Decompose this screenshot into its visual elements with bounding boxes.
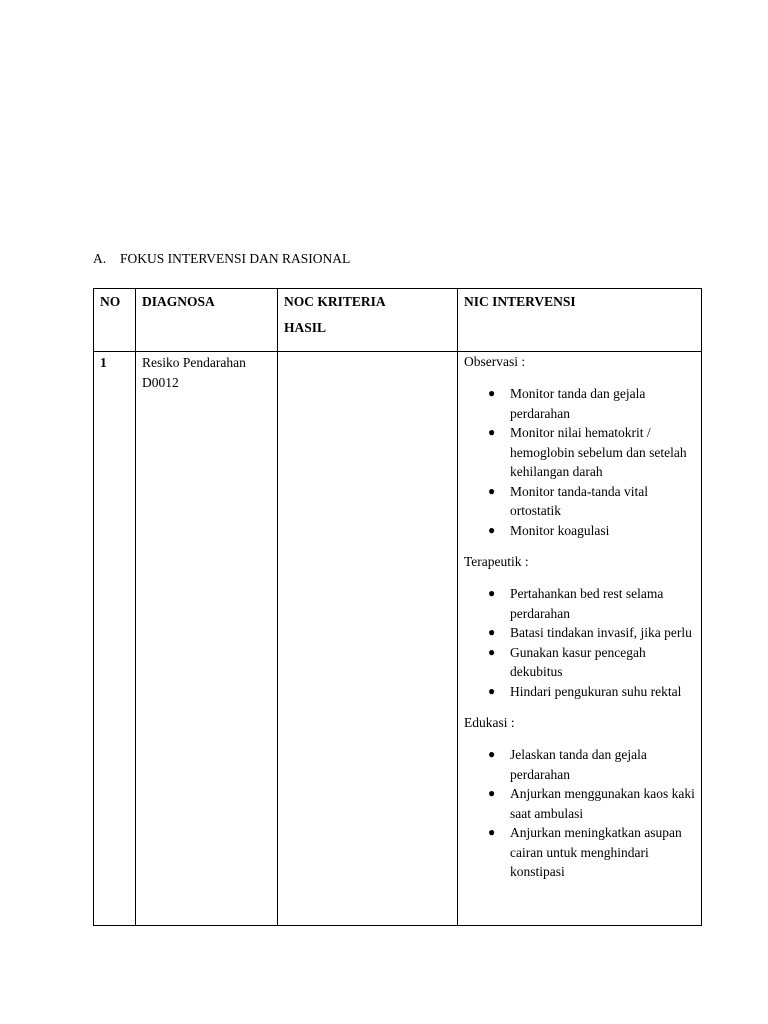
list-item: ● Monitor tanda-tanda vital ortostatik: [488, 483, 648, 518]
list-item: ● Batasi tindakan invasif, jika perlu: [510, 623, 701, 643]
list-item: ● Monitor tanda dan gejala perdarahan: [488, 386, 646, 421]
cell-no: [94, 352, 136, 926]
terapeutik-list: [464, 584, 701, 701]
observasi-label: Observasi :: [464, 354, 526, 369]
bullet-icon: ●: [488, 786, 496, 800]
list-item: ● Monitor koagulasi: [510, 521, 701, 541]
intervention-table: [93, 288, 702, 926]
list-item: ● Anjurkan menggunakan kaos kaki saat ambulasi: [488, 786, 695, 821]
section-letter: A.: [93, 251, 107, 266]
bullet-icon: ●: [488, 586, 496, 600]
header-noc-line2: HASIL: [284, 320, 327, 335]
header-diagnosa: DIAGNOSA: [136, 289, 278, 352]
header-no: NO: [94, 289, 136, 352]
bullet-icon: ●: [488, 522, 496, 537]
header-noc: [278, 289, 458, 352]
observasi-list: [464, 384, 701, 540]
section-title: FOKUS INTERVENSI DAN RASIONAL: [120, 251, 351, 266]
bullet-icon: ●: [488, 483, 496, 498]
table-row: [94, 352, 702, 926]
list-item: ● Anjurkan meningkatkan asupan cairan untuk menghindari konstipasi: [488, 825, 682, 879]
bullet-icon: ●: [488, 825, 496, 839]
bullet-icon: ●: [488, 386, 496, 400]
section-heading: [93, 250, 350, 268]
list-item: ● Monitor nilai hematokrit / hemoglobin sebelum dan setelah kehilangan darah: [488, 425, 687, 479]
diagnosa-name: Resiko Pendarahan: [142, 355, 246, 370]
table-header-row: [94, 289, 702, 352]
bullet-icon: ●: [488, 683, 496, 698]
list-item: ● Hindari pengukuran suhu rektal: [510, 682, 701, 702]
edukasi-label: Edukasi :: [464, 715, 515, 730]
list-item: ● Pertahankan bed rest selama perdarahan: [488, 586, 664, 621]
edukasi-list: [464, 745, 701, 882]
bullet-icon: ●: [488, 747, 496, 761]
row-number: 1: [100, 355, 107, 370]
cell-diagnosa: [136, 352, 278, 926]
cell-nic: [458, 352, 702, 926]
bullet-icon: ●: [488, 625, 496, 639]
header-nic: NIC INTERVENSI: [458, 289, 702, 352]
cell-noc: [278, 352, 458, 926]
diagnosa-code: D0012: [142, 374, 179, 390]
header-noc-line1: NOC KRITERIA: [284, 294, 386, 309]
terapeutik-label: Terapeutik :: [464, 554, 529, 569]
list-item: ● Gunakan kasur pencegah dekubitus: [488, 644, 646, 679]
bullet-icon: ●: [488, 644, 496, 659]
bullet-icon: ●: [488, 425, 496, 439]
list-item: ● Jelaskan tanda dan gejala perdarahan: [488, 747, 647, 782]
